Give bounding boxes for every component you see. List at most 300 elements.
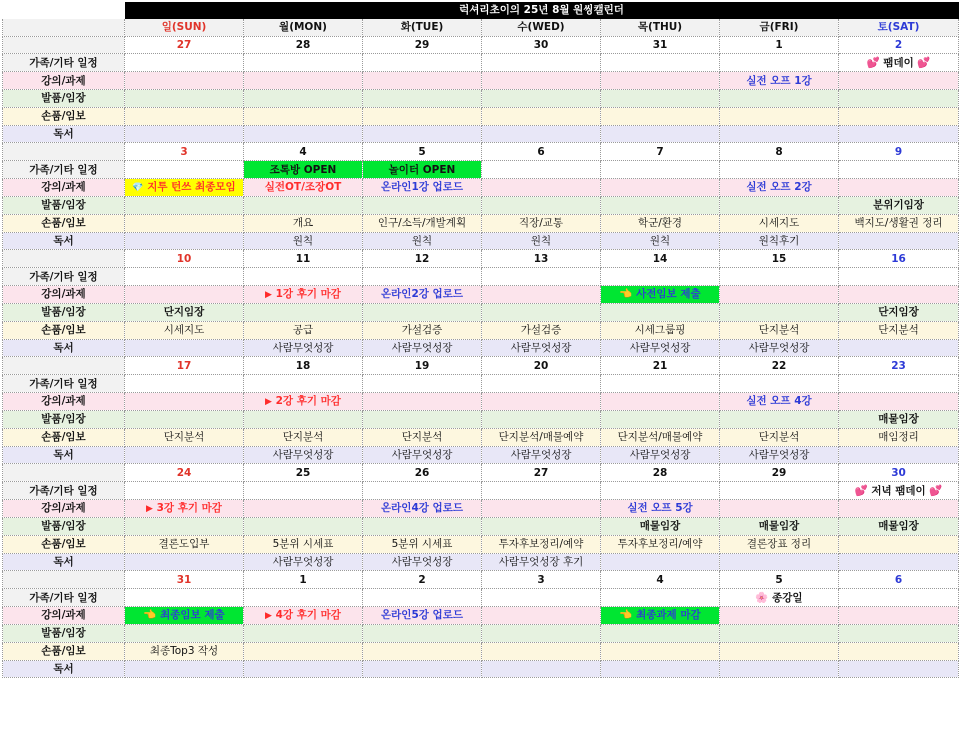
schedule-cell[interactable] — [125, 392, 244, 410]
schedule-cell[interactable] — [839, 660, 959, 678]
product-row — [3, 89, 959, 107]
calendar-title: 럭셔리초이의 25년 8월 원씽캘린더 — [125, 2, 959, 19]
cell-text: 개요 — [292, 217, 314, 230]
date-cell[interactable]: 30 — [482, 36, 601, 54]
schedule-cell[interactable] — [363, 268, 482, 286]
schedule-cell[interactable] — [244, 553, 363, 571]
schedule-cell[interactable] — [125, 553, 244, 571]
schedule-cell[interactable] — [720, 392, 839, 410]
report-row — [3, 535, 959, 553]
schedule-cell[interactable] — [720, 268, 839, 286]
date-cell[interactable]: 17 — [125, 357, 244, 375]
date-cell[interactable]: 14 — [601, 250, 720, 268]
date-cell[interactable]: 21 — [601, 357, 720, 375]
cell-text: 5분위 시세표 — [272, 538, 334, 551]
schedule-cell[interactable] — [601, 624, 720, 642]
schedule-cell[interactable] — [839, 410, 959, 428]
schedule-cell[interactable] — [601, 428, 720, 446]
date-cell[interactable]: 25 — [244, 464, 363, 482]
date-cell[interactable]: 5 — [720, 571, 839, 589]
schedule-cell[interactable] — [720, 589, 839, 607]
schedule-cell[interactable] — [363, 428, 482, 446]
cell-text: 단지분석/매물예약 — [617, 431, 703, 444]
date-cell[interactable]: 18 — [244, 357, 363, 375]
schedule-cell[interactable] — [839, 232, 959, 250]
row-label: 발품/임장 — [3, 303, 125, 321]
schedule-cell[interactable] — [244, 232, 363, 250]
schedule-cell[interactable] — [601, 589, 720, 607]
schedule-cell[interactable] — [601, 606, 720, 624]
date-cell[interactable]: 16 — [839, 250, 959, 268]
schedule-cell[interactable] — [125, 232, 244, 250]
date-cell[interactable]: 20 — [482, 357, 601, 375]
schedule-cell[interactable] — [839, 214, 959, 232]
date-cell[interactable]: 7 — [601, 143, 720, 161]
schedule-cell[interactable] — [363, 232, 482, 250]
schedule-cell[interactable] — [363, 660, 482, 678]
schedule-cell[interactable] — [482, 446, 601, 464]
cell-text: 놀이터 OPEN — [388, 163, 456, 176]
schedule-cell[interactable] — [363, 214, 482, 232]
schedule-cell[interactable] — [482, 624, 601, 642]
date-cell[interactable]: 11 — [244, 250, 363, 268]
date-cell[interactable]: 12 — [363, 250, 482, 268]
schedule-cell[interactable] — [363, 392, 482, 410]
cell-text: 원칙후기 — [758, 234, 800, 247]
hearts-icon: 💕 — [917, 56, 931, 69]
schedule-cell[interactable] — [720, 606, 839, 624]
schedule-cell[interactable] — [363, 606, 482, 624]
weekday-header: 목(THU) — [601, 19, 720, 36]
schedule-cell[interactable] — [482, 72, 601, 90]
schedule-cell[interactable] — [125, 303, 244, 321]
schedule-cell[interactable] — [720, 428, 839, 446]
schedule-cell[interactable] — [482, 339, 601, 357]
schedule-cell[interactable] — [244, 517, 363, 535]
flag-icon: ▶ — [146, 503, 153, 514]
date-cell[interactable]: 23 — [839, 357, 959, 375]
schedule-cell[interactable] — [601, 268, 720, 286]
schedule-cell[interactable] — [244, 392, 363, 410]
schedule-cell[interactable] — [601, 107, 720, 125]
schedule-cell[interactable] — [720, 446, 839, 464]
date-cell[interactable]: 31 — [601, 36, 720, 54]
lecture-row — [3, 72, 959, 90]
schedule-cell[interactable] — [482, 321, 601, 339]
date-cell[interactable]: 24 — [125, 464, 244, 482]
schedule-cell[interactable] — [482, 107, 601, 125]
schedule-cell[interactable] — [839, 303, 959, 321]
cell-text: 온라인1강 업로드 — [381, 181, 463, 194]
date-cell[interactable]: 22 — [720, 357, 839, 375]
schedule-cell[interactable] — [244, 339, 363, 357]
date-cell[interactable]: 5 — [363, 143, 482, 161]
schedule-cell[interactable] — [720, 161, 839, 179]
schedule-cell[interactable] — [601, 89, 720, 107]
schedule-cell[interactable] — [482, 178, 601, 196]
cell-text: 단지분석/매물예약 — [498, 431, 584, 444]
date-cell[interactable]: 6 — [482, 143, 601, 161]
date-cell[interactable]: 4 — [244, 143, 363, 161]
schedule-cell[interactable] — [482, 392, 601, 410]
schedule-cell[interactable] — [125, 107, 244, 125]
schedule-cell[interactable] — [720, 553, 839, 571]
schedule-cell[interactable] — [720, 214, 839, 232]
schedule-cell[interactable] — [244, 446, 363, 464]
schedule-cell[interactable] — [125, 660, 244, 678]
schedule-cell[interactable] — [482, 161, 601, 179]
schedule-cell[interactable] — [125, 428, 244, 446]
weekday-header: 화(TUE) — [363, 19, 482, 36]
schedule-cell[interactable] — [601, 161, 720, 179]
schedule-cell[interactable] — [244, 214, 363, 232]
date-cell[interactable]: 30 — [839, 464, 959, 482]
schedule-cell[interactable] — [720, 178, 839, 196]
schedule-cell[interactable] — [244, 107, 363, 125]
schedule-cell[interactable] — [839, 72, 959, 90]
cell-text: 사람무엇성장 — [391, 341, 453, 354]
cell-text: 사람무엇성장 — [391, 555, 453, 568]
schedule-cell[interactable] — [482, 285, 601, 303]
schedule-cell[interactable] — [720, 535, 839, 553]
schedule-cell[interactable] — [125, 642, 244, 660]
schedule-cell[interactable] — [839, 392, 959, 410]
cell-text: 조톡방 OPEN — [269, 163, 337, 176]
schedule-cell[interactable] — [720, 107, 839, 125]
hearts-icon: 💕 — [929, 484, 943, 497]
date-cell[interactable]: 19 — [363, 357, 482, 375]
schedule-cell[interactable] — [839, 535, 959, 553]
date-cell[interactable]: 27 — [125, 36, 244, 54]
cell-text: 원칙 — [649, 234, 671, 247]
schedule-cell[interactable] — [125, 54, 244, 72]
schedule-cell[interactable] — [839, 268, 959, 286]
cell-text: 사람무엇성장 — [391, 448, 453, 461]
schedule-cell[interactable] — [482, 303, 601, 321]
schedule-cell[interactable] — [244, 375, 363, 393]
schedule-cell[interactable] — [601, 285, 720, 303]
schedule-cell[interactable] — [601, 72, 720, 90]
schedule-cell[interactable] — [244, 660, 363, 678]
date-cell[interactable]: 29 — [720, 464, 839, 482]
schedule-cell[interactable] — [125, 285, 244, 303]
cell-text: 공급 — [292, 324, 314, 337]
cell-text: 단지분석 — [163, 431, 205, 444]
schedule-cell[interactable] — [482, 606, 601, 624]
schedule-cell[interactable] — [482, 268, 601, 286]
schedule-cell[interactable] — [244, 178, 363, 196]
schedule-cell[interactable] — [244, 196, 363, 214]
schedule-cell[interactable] — [244, 482, 363, 500]
schedule-cell[interactable] — [363, 339, 482, 357]
schedule-cell[interactable] — [839, 589, 959, 607]
schedule-cell[interactable] — [601, 232, 720, 250]
flag-icon: ▶ — [265, 610, 272, 621]
schedule-cell[interactable] — [244, 321, 363, 339]
schedule-cell[interactable] — [482, 214, 601, 232]
schedule-cell[interactable] — [482, 125, 601, 143]
date-cell[interactable]: 13 — [482, 250, 601, 268]
schedule-cell[interactable] — [720, 89, 839, 107]
cell-text: 사람무엇성장 — [629, 341, 691, 354]
schedule-cell[interactable] — [125, 606, 244, 624]
date-cell[interactable]: 29 — [363, 36, 482, 54]
schedule-cell[interactable] — [601, 410, 720, 428]
schedule-cell[interactable] — [482, 196, 601, 214]
schedule-cell[interactable] — [363, 161, 482, 179]
schedule-cell[interactable] — [125, 410, 244, 428]
schedule-cell[interactable] — [482, 660, 601, 678]
schedule-cell[interactable] — [720, 125, 839, 143]
date-row-label — [3, 36, 125, 54]
schedule-cell[interactable] — [601, 196, 720, 214]
schedule-cell[interactable] — [482, 642, 601, 660]
date-cell[interactable]: 1 — [244, 571, 363, 589]
schedule-cell[interactable] — [125, 339, 244, 357]
schedule-cell[interactable] — [601, 392, 720, 410]
cell-text: 매임정리 — [878, 431, 919, 444]
schedule-cell[interactable] — [601, 499, 720, 517]
schedule-cell[interactable] — [363, 303, 482, 321]
schedule-cell[interactable] — [125, 624, 244, 642]
schedule-cell[interactable] — [125, 446, 244, 464]
schedule-cell[interactable] — [125, 589, 244, 607]
schedule-cell[interactable] — [482, 589, 601, 607]
flag-icon: ▶ — [265, 289, 272, 300]
date-cell[interactable]: 6 — [839, 571, 959, 589]
schedule-cell[interactable] — [125, 196, 244, 214]
schedule-cell[interactable] — [720, 232, 839, 250]
date-cell[interactable]: 3 — [482, 571, 601, 589]
schedule-cell[interactable] — [720, 339, 839, 357]
schedule-cell[interactable] — [839, 89, 959, 107]
schedule-cell[interactable] — [720, 54, 839, 72]
schedule-cell[interactable] — [839, 517, 959, 535]
schedule-cell[interactable] — [244, 624, 363, 642]
schedule-cell[interactable] — [363, 642, 482, 660]
schedule-cell[interactable] — [482, 482, 601, 500]
schedule-cell[interactable] — [363, 178, 482, 196]
date-cell[interactable]: 15 — [720, 250, 839, 268]
schedule-cell[interactable] — [125, 72, 244, 90]
schedule-cell[interactable] — [363, 535, 482, 553]
schedule-cell[interactable] — [720, 410, 839, 428]
schedule-cell[interactable] — [244, 606, 363, 624]
date-cell[interactable]: 10 — [125, 250, 244, 268]
product-row — [3, 517, 959, 535]
schedule-cell[interactable] — [363, 410, 482, 428]
schedule-cell[interactable] — [125, 321, 244, 339]
schedule-cell[interactable] — [244, 535, 363, 553]
cell-text: 시세지도 — [758, 217, 800, 230]
date-cell[interactable]: 1 — [720, 36, 839, 54]
date-row-label — [3, 464, 125, 482]
schedule-cell[interactable] — [125, 161, 244, 179]
schedule-cell[interactable] — [601, 321, 720, 339]
schedule-cell[interactable] — [482, 410, 601, 428]
schedule-cell[interactable] — [839, 553, 959, 571]
schedule-cell[interactable] — [720, 285, 839, 303]
schedule-cell[interactable] — [601, 642, 720, 660]
schedule-cell[interactable] — [839, 321, 959, 339]
report-row — [3, 321, 959, 339]
schedule-cell[interactable] — [363, 54, 482, 72]
schedule-cell[interactable] — [839, 339, 959, 357]
schedule-cell[interactable] — [601, 660, 720, 678]
schedule-cell[interactable] — [601, 178, 720, 196]
schedule-cell[interactable] — [839, 499, 959, 517]
schedule-cell[interactable] — [720, 303, 839, 321]
date-cell[interactable]: 4 — [601, 571, 720, 589]
row-label: 발품/임장 — [3, 624, 125, 642]
schedule-cell[interactable] — [839, 125, 959, 143]
schedule-cell[interactable] — [125, 178, 244, 196]
schedule-cell[interactable] — [363, 553, 482, 571]
schedule-cell[interactable] — [601, 54, 720, 72]
schedule-cell[interactable] — [601, 214, 720, 232]
row-label: 독서 — [3, 553, 125, 571]
schedule-cell[interactable] — [482, 375, 601, 393]
schedule-cell[interactable] — [125, 535, 244, 553]
schedule-cell[interactable] — [125, 268, 244, 286]
schedule-cell[interactable] — [839, 107, 959, 125]
date-cell[interactable]: 27 — [482, 464, 601, 482]
schedule-cell[interactable] — [363, 107, 482, 125]
cell-text: 최종임보 제출 — [160, 609, 225, 622]
schedule-cell[interactable] — [601, 375, 720, 393]
date-cell[interactable]: 26 — [363, 464, 482, 482]
schedule-cell[interactable] — [720, 642, 839, 660]
schedule-cell[interactable] — [363, 624, 482, 642]
schedule-cell[interactable] — [720, 321, 839, 339]
schedule-cell[interactable] — [482, 535, 601, 553]
schedule-cell[interactable] — [839, 606, 959, 624]
schedule-cell[interactable] — [125, 214, 244, 232]
schedule-cell[interactable] — [720, 375, 839, 393]
schedule-cell[interactable] — [363, 72, 482, 90]
schedule-cell[interactable] — [363, 482, 482, 500]
date-cell[interactable]: 9 — [839, 143, 959, 161]
schedule-cell[interactable] — [244, 589, 363, 607]
schedule-cell[interactable] — [839, 624, 959, 642]
schedule-cell[interactable] — [363, 196, 482, 214]
schedule-cell[interactable] — [125, 89, 244, 107]
schedule-cell[interactable] — [125, 125, 244, 143]
schedule-cell[interactable] — [125, 375, 244, 393]
schedule-cell[interactable] — [839, 446, 959, 464]
date-cell[interactable]: 3 — [125, 143, 244, 161]
schedule-cell[interactable] — [125, 499, 244, 517]
date-cell[interactable]: 2 — [363, 571, 482, 589]
row-label: 손품/임보 — [3, 107, 125, 125]
schedule-cell[interactable] — [839, 161, 959, 179]
schedule-cell[interactable] — [244, 303, 363, 321]
schedule-cell[interactable] — [363, 446, 482, 464]
date-cell[interactable]: 31 — [125, 571, 244, 589]
row-label: 강의/과제 — [3, 392, 125, 410]
schedule-cell[interactable] — [601, 446, 720, 464]
schedule-cell[interactable] — [482, 553, 601, 571]
schedule-cell[interactable] — [244, 72, 363, 90]
schedule-cell[interactable] — [244, 410, 363, 428]
schedule-cell[interactable] — [363, 517, 482, 535]
cell-text: 지투 턴쓰 최종모임 — [147, 180, 236, 193]
schedule-cell[interactable] — [720, 196, 839, 214]
schedule-cell[interactable] — [244, 89, 363, 107]
schedule-cell[interactable] — [601, 517, 720, 535]
schedule-cell[interactable] — [363, 89, 482, 107]
cell-text: 사람무엇성장 후기 — [498, 555, 584, 568]
schedule-cell[interactable] — [839, 375, 959, 393]
schedule-cell[interactable] — [839, 54, 959, 72]
schedule-cell[interactable] — [125, 517, 244, 535]
schedule-cell[interactable] — [839, 178, 959, 196]
schedule-cell[interactable] — [839, 196, 959, 214]
date-cell[interactable]: 2 — [839, 36, 959, 54]
cell-text: 단지분석 — [878, 324, 919, 337]
schedule-cell[interactable] — [601, 339, 720, 357]
date-cell[interactable]: 28 — [601, 464, 720, 482]
schedule-cell[interactable] — [720, 660, 839, 678]
schedule-cell[interactable] — [244, 428, 363, 446]
schedule-cell[interactable] — [482, 232, 601, 250]
schedule-cell[interactable] — [244, 161, 363, 179]
weekday-header: 토(SAT) — [839, 19, 959, 36]
schedule-cell[interactable] — [482, 499, 601, 517]
schedule-cell[interactable] — [601, 553, 720, 571]
schedule-cell[interactable] — [363, 125, 482, 143]
schedule-cell[interactable] — [363, 321, 482, 339]
schedule-cell[interactable] — [244, 125, 363, 143]
schedule-cell[interactable] — [601, 535, 720, 553]
schedule-cell[interactable] — [720, 482, 839, 500]
schedule-cell[interactable] — [720, 517, 839, 535]
cell-text: 온라인2강 업로드 — [381, 288, 463, 301]
schedule-cell[interactable] — [363, 499, 482, 517]
report-row — [3, 428, 959, 446]
schedule-cell[interactable] — [839, 642, 959, 660]
schedule-cell[interactable] — [839, 482, 959, 500]
cell-text: 단지분석 — [758, 431, 800, 444]
schedule-cell[interactable] — [244, 642, 363, 660]
schedule-cell[interactable] — [720, 72, 839, 90]
schedule-cell[interactable] — [482, 89, 601, 107]
date-cell[interactable]: 8 — [720, 143, 839, 161]
schedule-cell[interactable] — [363, 285, 482, 303]
schedule-cell[interactable] — [363, 589, 482, 607]
cell-text: 매물임장 — [878, 413, 919, 426]
date-cell[interactable]: 28 — [244, 36, 363, 54]
schedule-cell[interactable] — [482, 517, 601, 535]
schedule-cell[interactable] — [601, 482, 720, 500]
schedule-cell[interactable] — [482, 428, 601, 446]
schedule-cell[interactable] — [839, 285, 959, 303]
schedule-cell[interactable] — [363, 375, 482, 393]
schedule-cell[interactable] — [720, 624, 839, 642]
schedule-cell[interactable] — [244, 268, 363, 286]
schedule-cell[interactable] — [244, 285, 363, 303]
schedule-cell[interactable] — [839, 428, 959, 446]
schedule-cell[interactable] — [601, 125, 720, 143]
row-label: 발품/임장 — [3, 196, 125, 214]
schedule-cell[interactable] — [720, 499, 839, 517]
schedule-cell[interactable] — [601, 303, 720, 321]
row-label: 가족/기타 일정 — [3, 268, 125, 286]
schedule-cell[interactable] — [482, 54, 601, 72]
schedule-cell[interactable] — [244, 54, 363, 72]
schedule-cell[interactable] — [244, 499, 363, 517]
schedule-cell[interactable] — [125, 482, 244, 500]
